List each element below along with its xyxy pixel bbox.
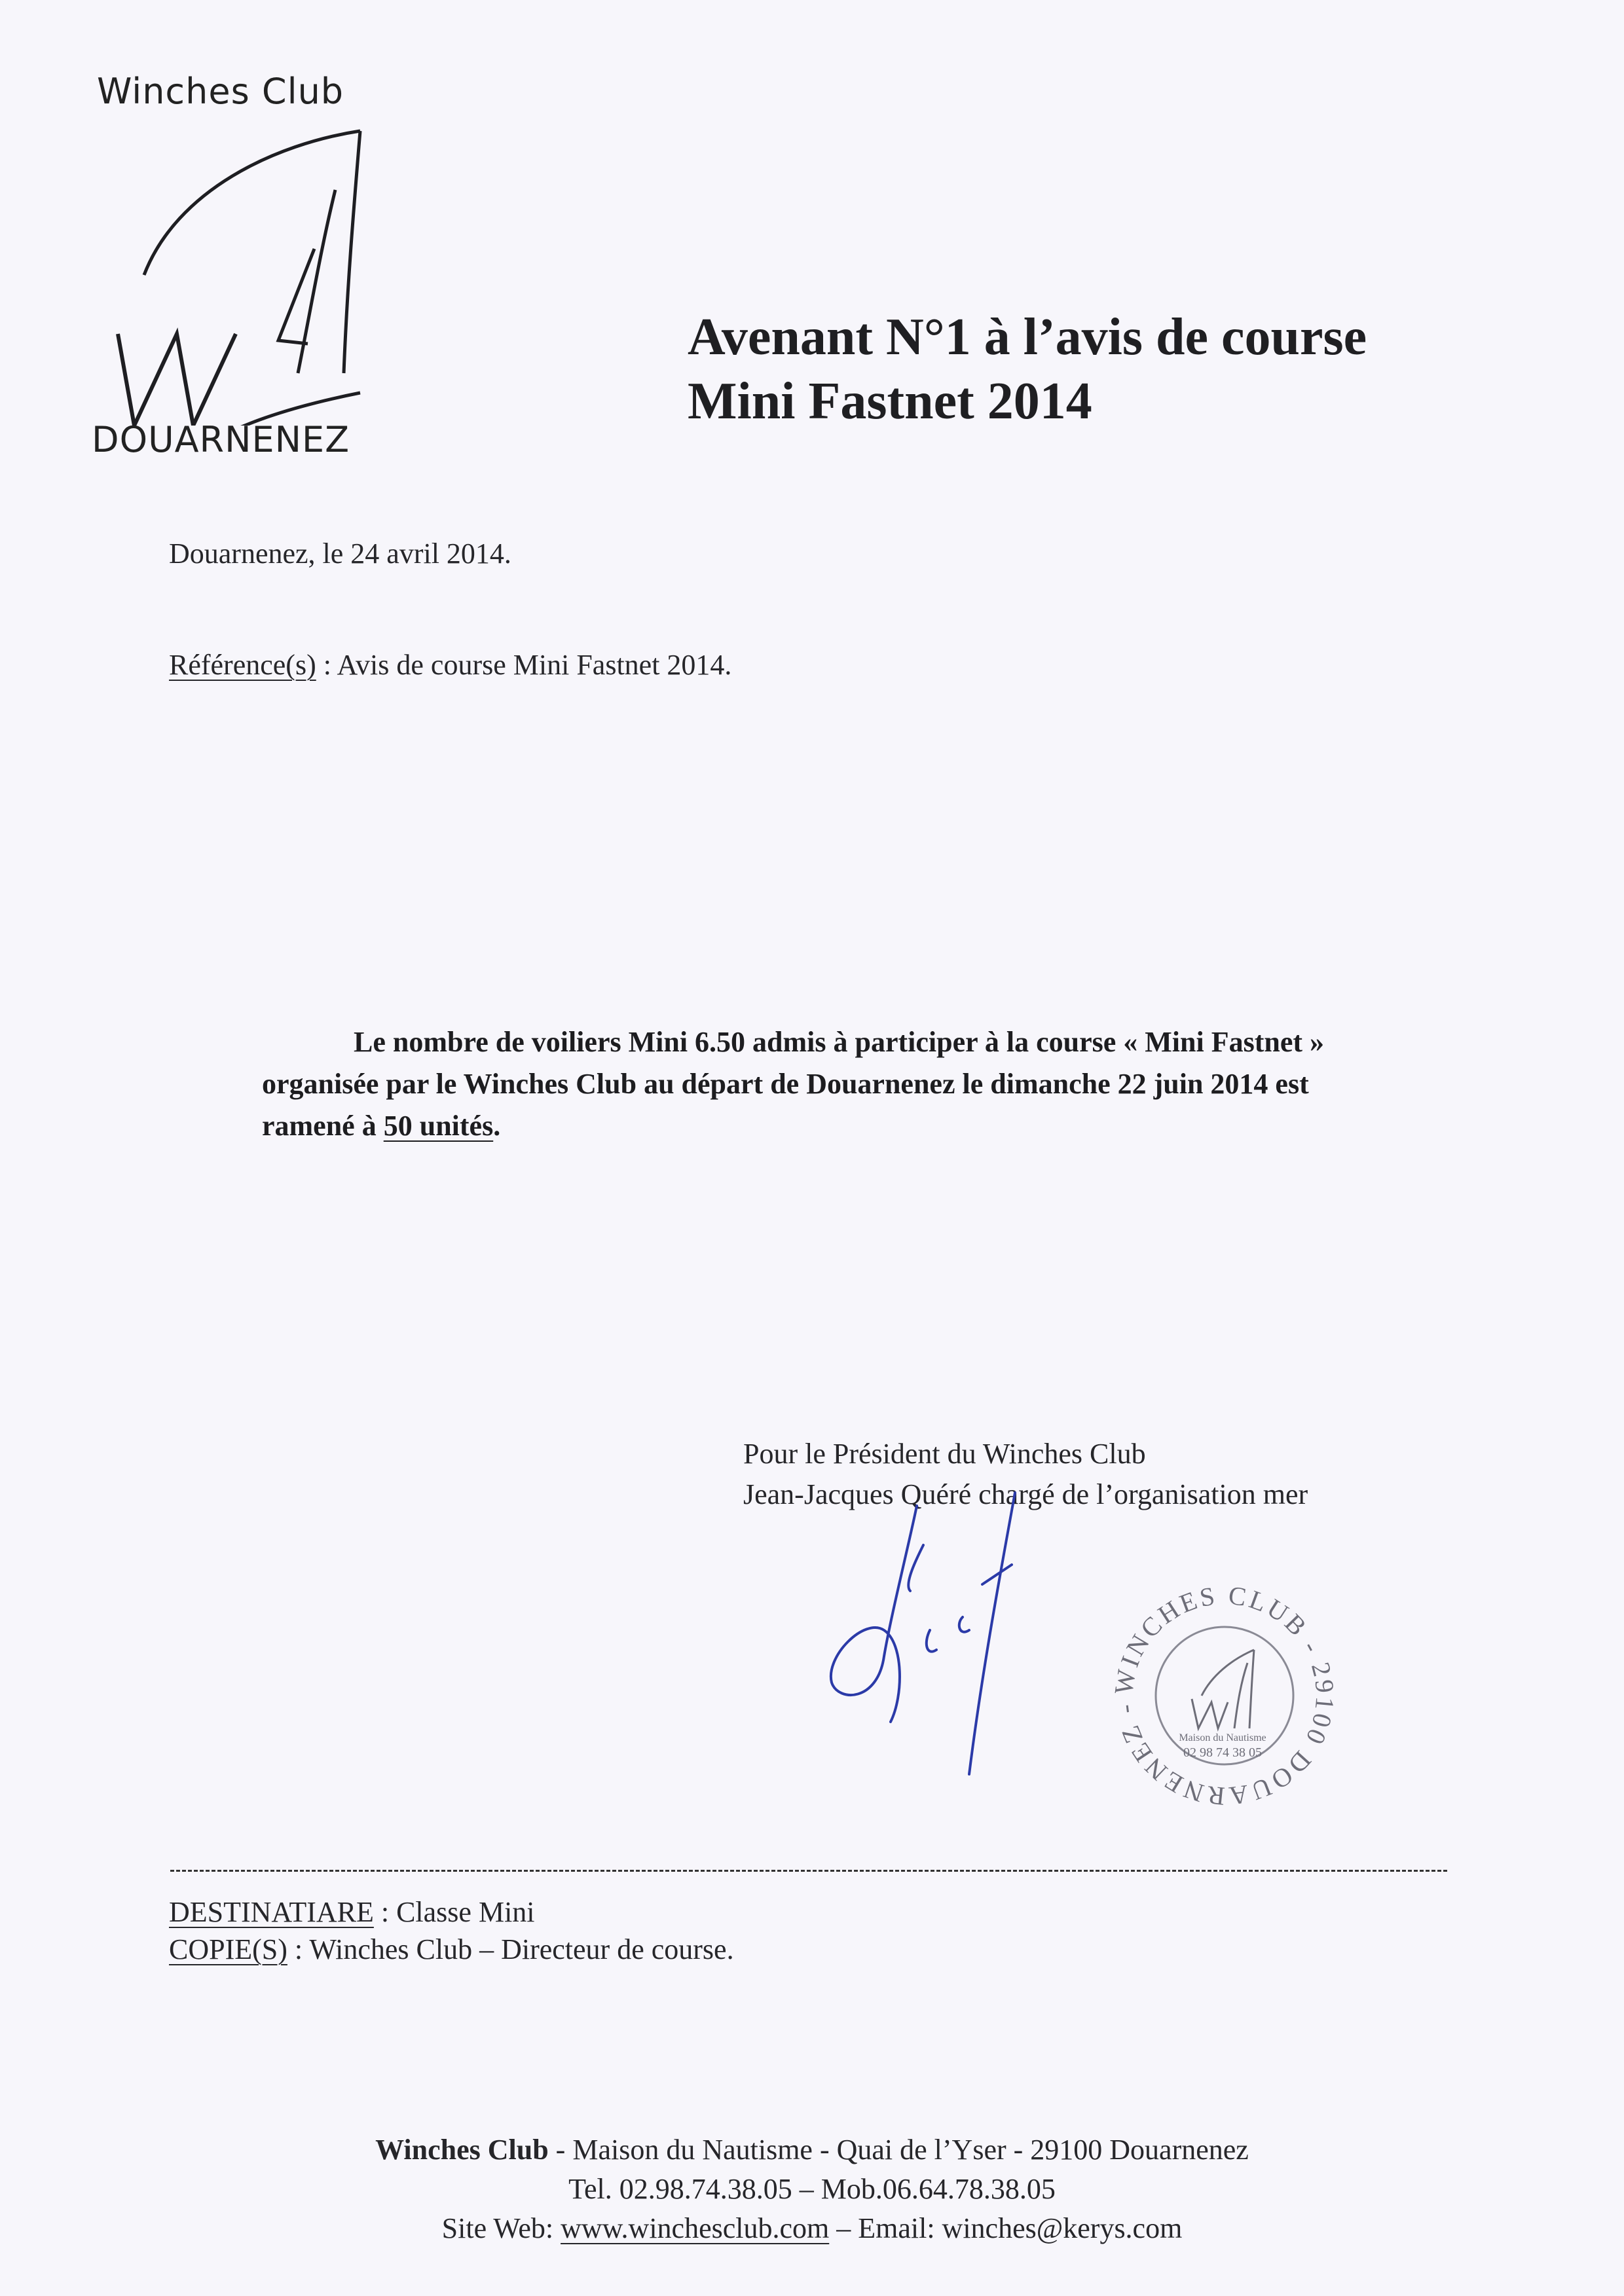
announcement-line3-prefix: ramené à (262, 1110, 384, 1142)
footer-phones: Tel. 02.98.74.38.05 – Mob.06.64.78.38.05 (568, 2173, 1056, 2205)
footer-address-line (164, 2133, 1460, 2166)
document-title-line2: Mini Fastnet 2014 (688, 373, 1092, 430)
announcement-line3-suffix: . (493, 1110, 501, 1142)
club-stamp (1100, 1571, 1349, 1820)
footer-email: – Email: winches@kerys.com (829, 2212, 1183, 2244)
announcement-emphasis: 50 unités (383, 1110, 494, 1142)
reference-value: : Avis de course Mini Fastnet 2014. (316, 649, 732, 681)
reference-line (169, 648, 731, 682)
recipient-label: DESTINATIARE (169, 1896, 374, 1928)
announcement-paragraph (262, 1021, 1454, 1147)
sail-logo-icon (79, 118, 380, 426)
reference-label: Référence(s) (169, 649, 316, 681)
place-date: Douarnenez, le 24 avril 2014. (169, 538, 511, 570)
copy-line (169, 1933, 734, 1966)
signatory-line2: Jean-Jacques Quéré chargé de l’organisation mer (743, 1478, 1308, 1510)
footer-web-line (164, 2212, 1460, 2245)
club-logo (79, 65, 380, 471)
announcement-line2: organisée par le Winches Club au départ de Douarnenez le dimanche 22 juin 2014 est (262, 1068, 1309, 1100)
announcement-line1: Le nombre de voiliers Mini 6.50 admis à participer à la course « Mini Fastnet » (354, 1026, 1325, 1058)
svg-text:WINCHES CLUB - 29100 DOUARNENE: WINCHES CLUB - 29100 DOUARNENEZ - (1108, 1580, 1340, 1812)
handwritten-signature-icon (812, 1486, 1061, 1787)
announcement-line3 (262, 1105, 1454, 1147)
footer-address: - Maison du Nautisme - Quai de l’Yser - 29100 Douarnenez (548, 2134, 1249, 2166)
logo-club-name: Winches Club (97, 71, 344, 112)
stamp-inner-line1: Maison du Nautisme (1179, 1732, 1266, 1743)
copy-label: COPIE(S) (169, 1933, 287, 1965)
footer-site-link[interactable]: www.winchesclub.com (561, 2212, 830, 2244)
dashed-separator (170, 1870, 1447, 1872)
recipient-value: : Classe Mini (373, 1896, 535, 1928)
copy-value: : Winches Club – Directeur de course. (287, 1933, 734, 1965)
document-title-line1: Avenant N°1 à l’avis de course (688, 308, 1367, 366)
signatory-line1: Pour le Président du Winches Club (743, 1438, 1146, 1470)
stamp-inner-line2: 02 98 74 38 05 (1183, 1745, 1262, 1760)
footer-site-label: Site Web: (441, 2212, 561, 2244)
recipient-line (169, 1895, 535, 1929)
footer-org-name: Winches Club (375, 2134, 549, 2166)
logo-town-name: DOUARNENEZ (92, 419, 350, 460)
stamp-seal-icon (1100, 1571, 1349, 1820)
